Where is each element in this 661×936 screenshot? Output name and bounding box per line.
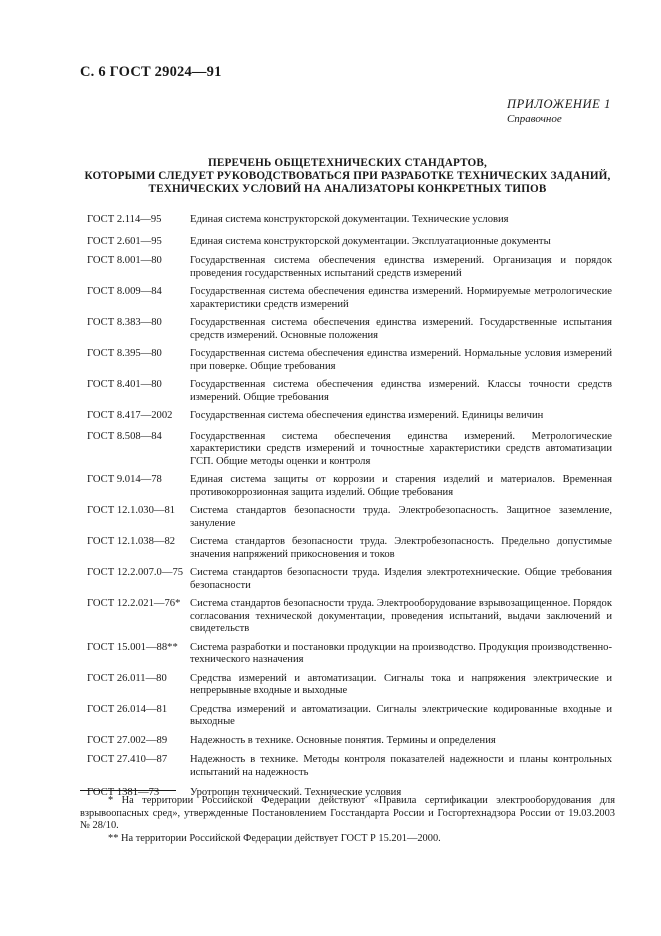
standard-title: Государственная система обеспечения единства измерений. Нормальные условия измерений при поверке. Общие требования bbox=[190, 348, 612, 372]
standard-code: ГОСТ 27.410—87 bbox=[87, 754, 168, 765]
standard-title: Система стандартов безопасности труда. Электробезопасность. Защитное заземление, зануление bbox=[190, 505, 612, 529]
standard-item bbox=[87, 673, 612, 698]
standard-item bbox=[87, 317, 612, 342]
standard-item bbox=[87, 754, 612, 779]
standard-code: ГОСТ 2.114—95 bbox=[87, 214, 162, 225]
standard-title: Единая система конструкторской документации. Эксплуатационные документы bbox=[190, 235, 551, 247]
appendix-label bbox=[507, 97, 611, 125]
footnotes bbox=[80, 795, 615, 845]
standard-item bbox=[87, 536, 612, 561]
standard-title: Надежность в технике. Методы контроля показателей надежности и планы контрольных испытаний на надежность bbox=[190, 754, 612, 778]
standard-code: ГОСТ 15.001—88** bbox=[87, 641, 178, 653]
standard-item bbox=[87, 214, 612, 227]
standard-title: Государственная система обеспечения единства измерений. Нормируемые метрологические характеристики средств измерений bbox=[190, 286, 612, 310]
appendix-kind: Справочное bbox=[506, 113, 562, 125]
standard-code: ГОСТ 12.1.038—82 bbox=[87, 536, 176, 547]
standard-item bbox=[87, 567, 612, 592]
standard-item bbox=[87, 410, 612, 423]
standard-item bbox=[87, 431, 612, 469]
standard-code: ГОСТ 26.014—81 bbox=[87, 703, 168, 715]
standard-title: Система стандартов безопасности труда. Электробезопасность. Предельно допустимые значения напряжений прикосновения и токов bbox=[190, 536, 612, 560]
document-title bbox=[80, 157, 615, 196]
standard-title: Государственная система обеспечения единства измерений. Классы точности средств измерений. Общие требования bbox=[190, 379, 612, 403]
page-header: С. 6 ГОСТ 29024—91 bbox=[80, 64, 222, 80]
standard-item bbox=[87, 236, 612, 249]
standard-code: ГОСТ 8.508—84 bbox=[87, 430, 162, 442]
standard-code: ГОСТ 8.417—2002 bbox=[87, 410, 173, 421]
standard-item bbox=[87, 505, 612, 530]
standard-code: ГОСТ 27.002—89 bbox=[87, 734, 168, 746]
standard-code: ГОСТ 8.001—80 bbox=[87, 255, 162, 266]
standard-item bbox=[87, 379, 612, 404]
standard-code: ГОСТ 2.601—95 bbox=[87, 235, 162, 247]
standard-code: ГОСТ 9.014—78 bbox=[87, 474, 162, 485]
standard-title: Надежность в технике. Основные понятия. Термины и определения bbox=[190, 734, 496, 746]
title-line-3: ТЕХНИЧЕСКИХ УСЛОВИЙ НА АНАЛИЗАТОРЫ КОНКРЕТНЫХ ТИПОВ bbox=[148, 183, 547, 195]
standard-title: Единая система конструкторской документации. Технические условия bbox=[190, 214, 509, 225]
standards-list bbox=[87, 214, 612, 800]
footnote-divider bbox=[80, 790, 176, 791]
standard-code: ГОСТ 8.401—80 bbox=[87, 379, 162, 390]
standard-title: Система стандартов безопасности труда. Изделия электротехнические. Общие требования безопасности bbox=[190, 567, 612, 591]
standard-title: Государственная система обеспечения единства измерений. Государственные испытания средств измерений. Основные положения bbox=[190, 317, 612, 341]
appendix-title: ПРИЛОЖЕНИЕ 1 bbox=[506, 97, 611, 111]
standard-item bbox=[87, 598, 612, 636]
standard-code: ГОСТ 1381—73 bbox=[87, 787, 160, 798]
standard-item bbox=[87, 474, 612, 499]
standard-title: Уротропин технический. Технические условия bbox=[190, 787, 402, 798]
standard-title: Система стандартов безопасности труда. Электрооборудование взрывозащищенное. Порядок согласования технической документации, проведения испытаний, выдачи заключений и свидетельств bbox=[190, 598, 612, 634]
standard-title: Государственная система обеспечения единства измерений. Организация и порядок проведения государственных испытаний средств измерений bbox=[190, 255, 612, 279]
title-line-1: ПЕРЕЧЕНЬ ОБЩЕТЕХНИЧЕСКИХ СТАНДАРТОВ, bbox=[208, 157, 487, 169]
standard-code: ГОСТ 8.009—84 bbox=[87, 286, 162, 297]
standard-code: ГОСТ 8.395—80 bbox=[87, 348, 162, 359]
standard-item bbox=[87, 704, 612, 729]
standard-code: ГОСТ 26.011—80 bbox=[87, 672, 167, 684]
standard-item bbox=[87, 286, 612, 311]
standard-title: Средства измерений и автоматизации. Сигналы тока и напряжения электрические и непрерывные входные и выходные bbox=[190, 672, 612, 696]
standard-title: Система разработки и постановки продукции на производство. Продукция производственно-технического назначения bbox=[190, 641, 612, 665]
standard-code: ГОСТ 12.1.030—81 bbox=[87, 505, 176, 516]
standard-title: Государственная система обеспечения единства измерений. Единицы величин bbox=[190, 410, 544, 421]
standard-item bbox=[87, 348, 612, 373]
standard-code: ГОСТ 8.383—80 bbox=[87, 317, 162, 328]
standard-title: Единая система защиты от коррозии и старения изделий и материалов. Временная противокоррозионная защита изделий. Общие требования bbox=[190, 474, 612, 498]
standard-code: ГОСТ 12.2.007.0—75 bbox=[87, 567, 184, 578]
standard-item bbox=[87, 642, 612, 667]
footnote-1: * На территории Российской Федерации действуют «Правила сертификации электрооборудования для взрывоопасных сред», утвержденные Постановлением Госстандарта России и Госгортехнадзора России от 19.03.2003 № 28/10. bbox=[80, 795, 615, 831]
standard-code: ГОСТ 12.2.021—76* bbox=[87, 598, 181, 609]
standard-item bbox=[87, 255, 612, 280]
title-line-2: КОТОРЫМИ СЛЕДУЕТ РУКОВОДСТВОВАТЬСЯ ПРИ РАЗРАБОТКЕ ТЕХНИЧЕСКИХ ЗАДАНИЙ, bbox=[84, 170, 611, 182]
standard-item bbox=[87, 735, 612, 748]
standard-title: Средства измерений и автоматизации. Сигналы электрические кодированные входные и выходные bbox=[190, 703, 612, 727]
footnote-2: ** На территории Российской Федерации действует ГОСТ Р 15.201—2000. bbox=[108, 832, 441, 844]
standard-title: Государственная система обеспечения единства измерений. Метрологические характеристики средств измерений и точностные характеристики средств автоматизации ГСП. Общие методы оценки и контроля bbox=[190, 430, 612, 467]
